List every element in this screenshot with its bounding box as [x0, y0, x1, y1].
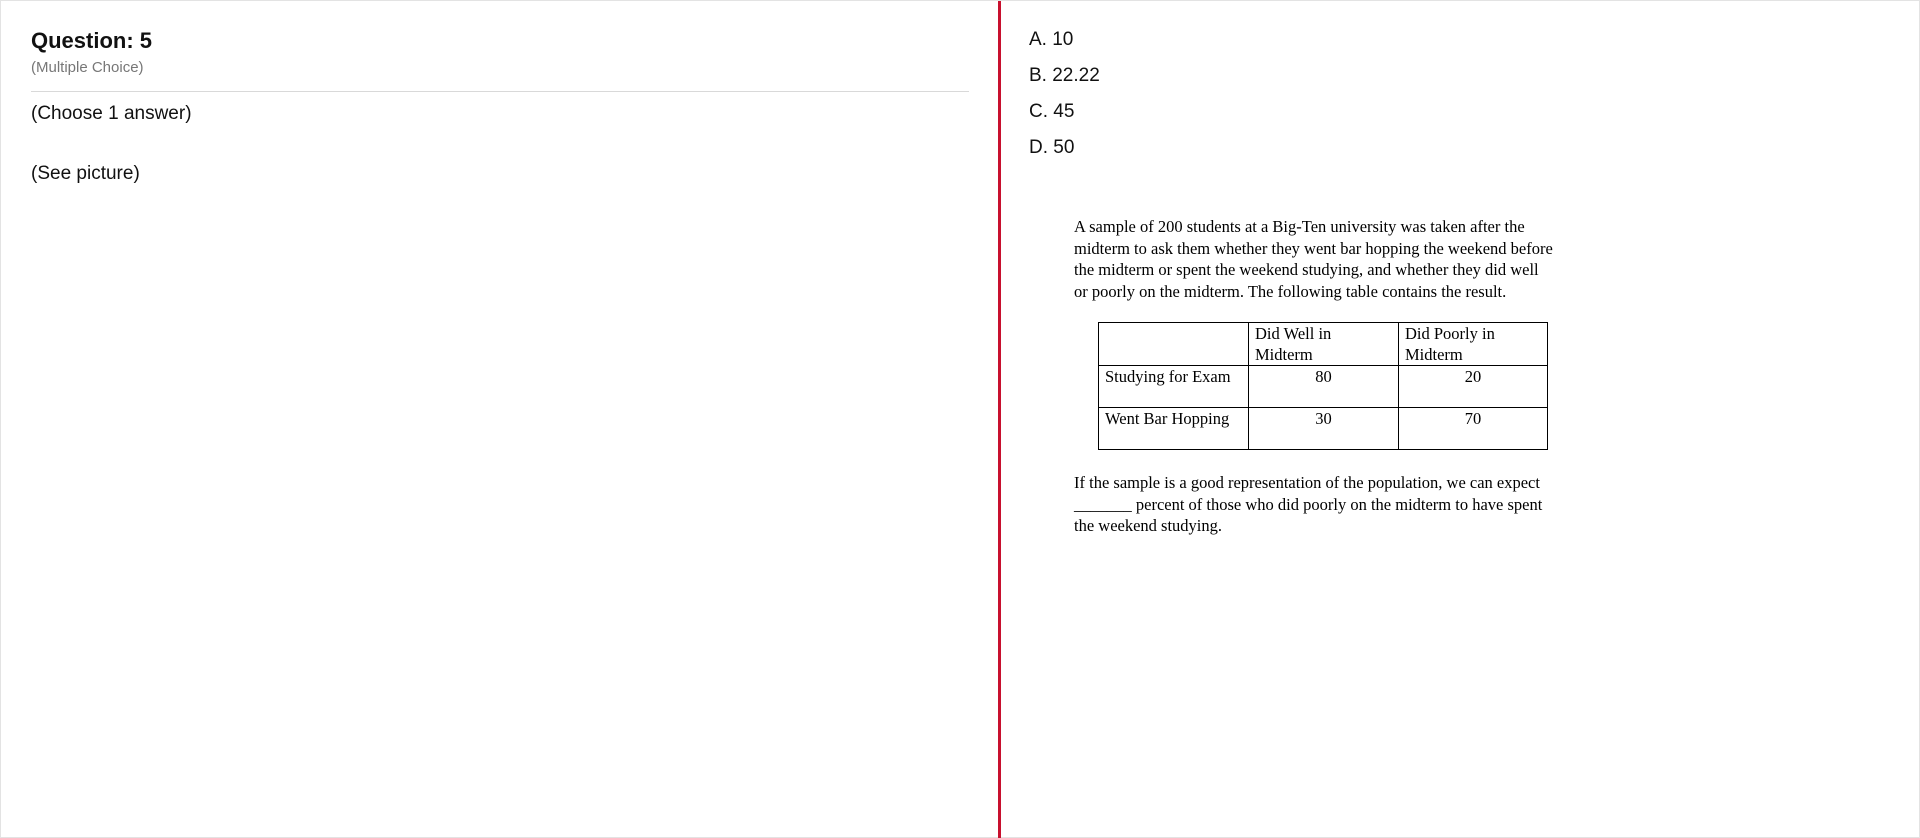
- answer-pane: [1001, 1, 1919, 838]
- question-prompt: (See picture): [31, 163, 140, 184]
- table-cell: 30: [1249, 408, 1399, 450]
- table-row-label: Went Bar Hopping: [1099, 408, 1249, 450]
- table-header-cell: Did Well in Midterm: [1249, 323, 1399, 366]
- contingency-table: [1098, 322, 1548, 450]
- question-type-label: (Multiple Choice): [31, 59, 144, 76]
- question-picture: [1074, 216, 1554, 537]
- table-header-cell: Did Poorly in Midterm: [1399, 323, 1548, 366]
- table-cell: 80: [1249, 366, 1399, 408]
- choice-list: [1029, 28, 1100, 172]
- table-row: [1099, 408, 1548, 450]
- choice-b[interactable]: B. 22.22: [1029, 65, 1100, 86]
- picture-intro-text: A sample of 200 students at a Big-Ten university was taken after the midterm to ask them whether they went bar hopping the weekend before the midterm or spent the weekend studying, and whether they did well or poorly on the midterm. The following table contains the result.: [1074, 217, 1553, 301]
- picture-question-text: If the sample is a good representation of the population, we can expect _______ percent of those who did poorly on the midterm to have spent the weekend studying.: [1074, 473, 1543, 535]
- table-row: [1099, 366, 1548, 408]
- table-header-cell: [1099, 323, 1249, 366]
- choice-d[interactable]: D. 50: [1029, 137, 1075, 158]
- question-title: Question: 5: [31, 28, 153, 53]
- divider: [31, 91, 969, 92]
- answer-instruction: (Choose 1 answer): [31, 103, 192, 124]
- choice-a[interactable]: A. 10: [1029, 29, 1074, 50]
- table-row-label: Studying for Exam: [1099, 366, 1249, 408]
- table-header-row: [1099, 323, 1548, 366]
- choice-c[interactable]: C. 45: [1029, 101, 1075, 122]
- question-pane: [1, 1, 998, 838]
- table-cell: 70: [1399, 408, 1548, 450]
- table-cell: 20: [1399, 366, 1548, 408]
